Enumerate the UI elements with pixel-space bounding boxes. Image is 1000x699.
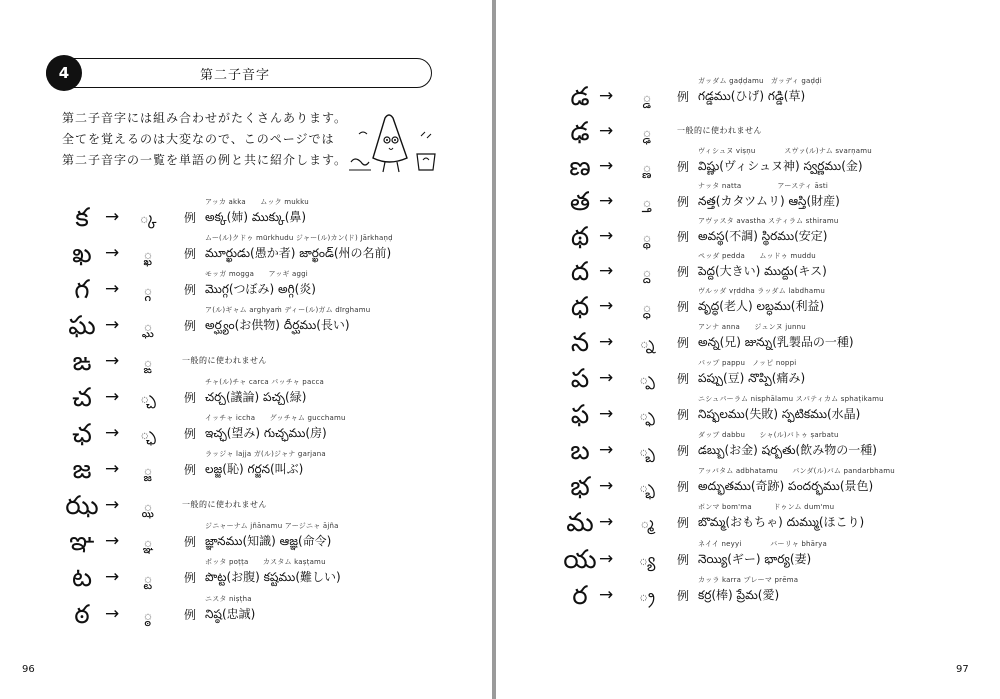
example-words: నిష్ఠ(忠誠) [205, 607, 256, 621]
arrow-icon: → [599, 549, 614, 569]
consonant-row [496, 323, 1000, 362]
consonant-glyph: బ [570, 436, 590, 466]
example-reading: ニシュパーラム nisphālamu スパティカム sphaṭikamu [698, 395, 884, 403]
arrow-icon: → [599, 332, 614, 352]
consonant-row [496, 287, 1000, 326]
example-words: అర్ఘ్యం(お供物) దీర్ఘము(長い) [205, 318, 350, 332]
example-reading: ジニャーナム jñānamu アージニャ ājña [205, 522, 339, 530]
example-label: 例 [677, 589, 690, 603]
consonant-row [0, 270, 492, 309]
example-label: 例 [677, 408, 690, 422]
secondary-form: ్ఫ [639, 405, 655, 424]
consonant-row [0, 450, 492, 489]
example-reading: ダッブ dabbu シャ(ル)バトゥ ṣarbatu [698, 431, 839, 439]
arrow-icon: → [599, 226, 614, 246]
example-words: అక్క(姉) ముక్కు(鼻) [205, 210, 307, 224]
arrow-icon: → [599, 368, 614, 388]
example-reading: ヴルッダ vṛddha ラッダム labdhamu [698, 287, 826, 295]
secondary-form: ్థ [642, 227, 652, 246]
example-words: నిష్ఫలము(失敗) స్ఫటికము(水晶) [698, 407, 861, 421]
example-reading: ペッダ pedda ムッドゥ muddu [698, 252, 816, 260]
consonant-glyph: ఠ [74, 600, 90, 630]
arrow-icon: → [599, 156, 614, 176]
consonant-row [496, 503, 1000, 542]
mascot-illustration [345, 110, 445, 178]
arrow-icon: → [105, 207, 120, 227]
not-used-note: 一般的に使われません [677, 126, 762, 135]
page-number: 97 [956, 664, 969, 675]
example-label: 例 [677, 336, 690, 350]
example-label: 例 [677, 160, 690, 174]
example-reading: アッバタム adbhatamu パンダ(ル)バム pandarbhamu [698, 467, 895, 475]
consonant-row [0, 522, 492, 561]
secondary-form: ్ఘ [143, 316, 153, 335]
example-words: విష్ణు(ヴィシュヌ神) స్వర్ణము(金) [698, 159, 863, 173]
consonant-row [0, 595, 492, 634]
consonant-glyph: ఖ [72, 239, 92, 269]
secondary-form: ్గ [143, 280, 153, 299]
example-words: నత్త(カタツムリ) ఆస్తి(財産) [698, 194, 840, 208]
consonant-glyph: ఞ [69, 527, 95, 557]
consonant-glyph: ఢ [570, 117, 590, 147]
example-words: పెద్ద(大きい) ముద్దు(キス) [698, 264, 827, 278]
example-label: 例 [184, 427, 197, 441]
example-label: 例 [184, 608, 197, 622]
consonant-glyph: ఛ [72, 419, 92, 449]
example-reading: ボンマ bom'ma ドゥンム dum'mu [698, 503, 835, 511]
chapter-title: 第二子音字 [200, 68, 271, 83]
secondary-form: ్ట [143, 568, 153, 587]
arrow-icon: → [599, 476, 614, 496]
example-words: డబ్బు(お金) షర్బతు(飲み物の一種) [698, 443, 877, 457]
consonant-glyph: జ [72, 455, 92, 485]
consonant-glyph: న [570, 328, 590, 358]
consonant-row [0, 489, 492, 525]
secondary-form: ్ఞ [143, 532, 153, 551]
intro-line: 第二子音字には組み合わせがたくさんあります。 [62, 111, 348, 125]
consonant-row [0, 306, 492, 345]
arrow-icon: → [599, 512, 614, 532]
consonant-glyph: ద [570, 257, 590, 287]
example-words: బొమ్మ(おもちゃ) దుమ్ము(ほこり) [698, 515, 865, 529]
example-reading: カッラ karra プレーマ prēma [698, 576, 799, 584]
secondary-form: ్ఛ [140, 424, 156, 443]
consonant-row [496, 431, 1000, 470]
consonant-row [0, 414, 492, 453]
not-used-note: 一般的に使われません [182, 500, 267, 509]
secondary-form: ్క [139, 208, 157, 227]
example-reading: アッカ akka ムック mukku [205, 198, 309, 206]
consonant-glyph: ర [572, 581, 588, 611]
example-reading: チャ(ル)チャ carca パッチャ pacca [205, 378, 325, 386]
secondary-form: ్ఖ [143, 244, 153, 263]
arrow-icon: → [599, 261, 614, 281]
example-reading: ナッタ natta アースティ āsti [698, 182, 828, 190]
consonant-glyph: ణ [569, 152, 591, 182]
arrow-icon: → [105, 495, 120, 515]
example-reading: ポッタ poṭṭa カスタム kaṣṭamu [205, 558, 326, 566]
consonant-glyph: ప [570, 364, 590, 394]
secondary-form: ్ధ [642, 297, 652, 316]
example-label: 例 [184, 463, 197, 477]
secondary-form: ్ర [639, 586, 655, 605]
arrow-icon: → [599, 585, 614, 605]
secondary-form: ్మ [640, 513, 654, 532]
consonant-glyph: ధ [570, 292, 590, 322]
arrow-icon: → [599, 296, 614, 316]
chapter-number-badge: 4 [46, 55, 82, 91]
secondary-form: ్చ [140, 388, 156, 407]
consonant-row [0, 345, 492, 381]
arrow-icon: → [599, 121, 614, 141]
example-label: 例 [184, 391, 197, 405]
example-words: ఇచ్ఛ(望み) గుచ్ఛము(房) [205, 426, 327, 440]
example-reading: ネイイ neyyi バーリャ bhārya [698, 540, 828, 548]
example-label: 例 [184, 319, 197, 333]
example-reading: パップ pappu ノッピ noppi [698, 359, 797, 367]
secondary-form: ్న [639, 333, 655, 352]
example-label: 例 [184, 571, 197, 585]
consonant-glyph: గ [74, 275, 90, 305]
example-words: పొట్ట(お腹) కష్టము(難しい) [205, 570, 341, 584]
arrow-icon: → [105, 351, 120, 371]
example-words: పప్పు(豆) నొప్పి(痛み) [698, 371, 806, 385]
example-words: మూర్ఖుడు(愚か者) జార్ఖండ్(州の名前) [205, 246, 392, 260]
example-words: మొగ్గ(つぼみ) అగ్గి(炎) [205, 282, 316, 296]
arrow-icon: → [599, 86, 614, 106]
example-label: 例 [184, 211, 197, 225]
consonant-row [496, 467, 1000, 506]
secondary-form: ్య [638, 550, 656, 569]
consonant-glyph: మ [566, 508, 594, 538]
arrow-icon: → [105, 459, 120, 479]
consonant-row [0, 198, 492, 237]
secondary-form: ్ఠ [143, 605, 153, 624]
example-label: 例 [677, 444, 690, 458]
example-words: అద్భుతము(奇跡) పందర్భము(景色) [698, 479, 874, 493]
example-words: నెయ్యి(ギー) భార్య(妻) [698, 552, 812, 566]
consonant-glyph: త [569, 187, 591, 217]
consonant-row [0, 558, 492, 597]
consonant-row [496, 576, 1000, 615]
example-words: జ్ఞానము(知識) ఆజ్ఞ(命令) [205, 534, 332, 548]
example-words: వృద్ధ(老人) లబ్ధము(利益) [698, 299, 825, 313]
secondary-form: ్ణ [642, 157, 652, 176]
example-reading: ガッダム gaḍḍamu ガッディ gaḍḍi [698, 77, 822, 85]
example-label: 例 [677, 553, 690, 567]
page-number: 96 [22, 664, 35, 675]
example-label: 例 [677, 372, 690, 386]
example-label: 例 [677, 480, 690, 494]
arrow-icon: → [105, 243, 120, 263]
example-reading: ラッジャ lajja ガ(ル)ジャナ garjana [205, 450, 326, 458]
example-label: 例 [184, 535, 197, 549]
consonant-row [496, 359, 1000, 398]
example-label: 例 [677, 516, 690, 530]
example-reading: アンナ anna ジュンヌ junnu [698, 323, 806, 331]
intro-line: 全てを覚えるのは大変なので、このページでは [62, 132, 335, 146]
example-reading: イッチャ iccha グッチャム gucchamu [205, 414, 346, 422]
example-label: 例 [677, 195, 690, 209]
consonant-glyph: ఫ [570, 400, 590, 430]
left-page [0, 0, 492, 699]
consonant-row [0, 234, 492, 273]
example-label: 例 [184, 247, 197, 261]
right-page [496, 0, 1000, 699]
example-label: 例 [184, 283, 197, 297]
secondary-form: ్త [642, 192, 652, 211]
arrow-icon: → [105, 604, 120, 624]
secondary-form: ్ఙ [143, 352, 153, 371]
arrow-icon: → [105, 567, 120, 587]
consonant-glyph: థ [570, 222, 590, 252]
secondary-form: ్జ [143, 460, 153, 479]
example-label: 例 [677, 230, 690, 244]
example-reading: アヴァスタ avastha スティラム sthiramu [698, 217, 839, 225]
example-words: చర్చ(議論) పచ్చ(緑) [205, 390, 307, 404]
arrow-icon: → [105, 387, 120, 407]
example-reading: モッガ mogga アッギ aggi [205, 270, 308, 278]
consonant-row [496, 77, 1000, 116]
secondary-form: ్డ [642, 87, 652, 106]
consonant-glyph: డ [570, 82, 590, 112]
example-label: 例 [677, 300, 690, 314]
example-words: అన్న(兄) జున్ను(乳製品の一種) [698, 335, 854, 349]
arrow-icon: → [599, 440, 614, 460]
secondary-form: ్ద [642, 262, 652, 281]
secondary-form: ్భ [639, 477, 655, 496]
example-reading: ア(ル)ギャム arghyaṁ ディー(ル)ガム dīrghamu [205, 306, 371, 314]
consonant-glyph: య [563, 545, 597, 575]
not-used-note: 一般的に使われません [182, 356, 267, 365]
arrow-icon: → [599, 191, 614, 211]
secondary-form: ్బ [639, 441, 655, 460]
consonant-glyph: ఙ [72, 347, 92, 377]
arrow-icon: → [105, 531, 120, 551]
arrow-icon: → [599, 404, 614, 424]
arrow-icon: → [105, 315, 120, 335]
intro-line: 第二子音字の一覧を単語の例と共に紹介します。 [62, 153, 348, 167]
arrow-icon: → [105, 423, 120, 443]
consonant-glyph: భ [570, 472, 590, 502]
consonant-row [0, 378, 492, 417]
arrow-icon: → [105, 279, 120, 299]
example-words: లజ్జ(恥) గర్జన(叫ぶ) [205, 462, 304, 476]
example-reading: ヴィシュヌ viṣṇu スヴァ(ル)ナム svarṇamu [698, 147, 872, 155]
consonant-glyph: ఘ [68, 311, 96, 341]
secondary-form: ్ఢ [642, 122, 652, 141]
secondary-form: ్ప [639, 369, 655, 388]
consonant-glyph: ఝ [65, 491, 99, 521]
example-words: కర్ర(棒) ప్రేమ(愛) [698, 588, 780, 602]
example-words: అవస్థ(不調) స్థిరము(安定) [698, 229, 828, 243]
intro-paragraph [62, 108, 347, 171]
consonant-row [496, 540, 1000, 579]
example-words: గడ్డము(ひげ) గడ్డి(草) [698, 89, 806, 103]
consonant-row [496, 395, 1000, 434]
example-reading: ニスタ niṣṭha [205, 595, 252, 603]
example-reading: ムー(ル)クドゥ mūrkhudu ジャー(ル)カン(ド) Jārkhaṇḍ [205, 234, 393, 242]
example-label: 例 [677, 265, 690, 279]
consonant-glyph: చ [72, 383, 92, 413]
example-label: 例 [677, 90, 690, 104]
consonant-glyph: ట [71, 563, 93, 593]
consonant-glyph: క [75, 203, 89, 233]
secondary-form: ్ఝ [143, 496, 153, 515]
